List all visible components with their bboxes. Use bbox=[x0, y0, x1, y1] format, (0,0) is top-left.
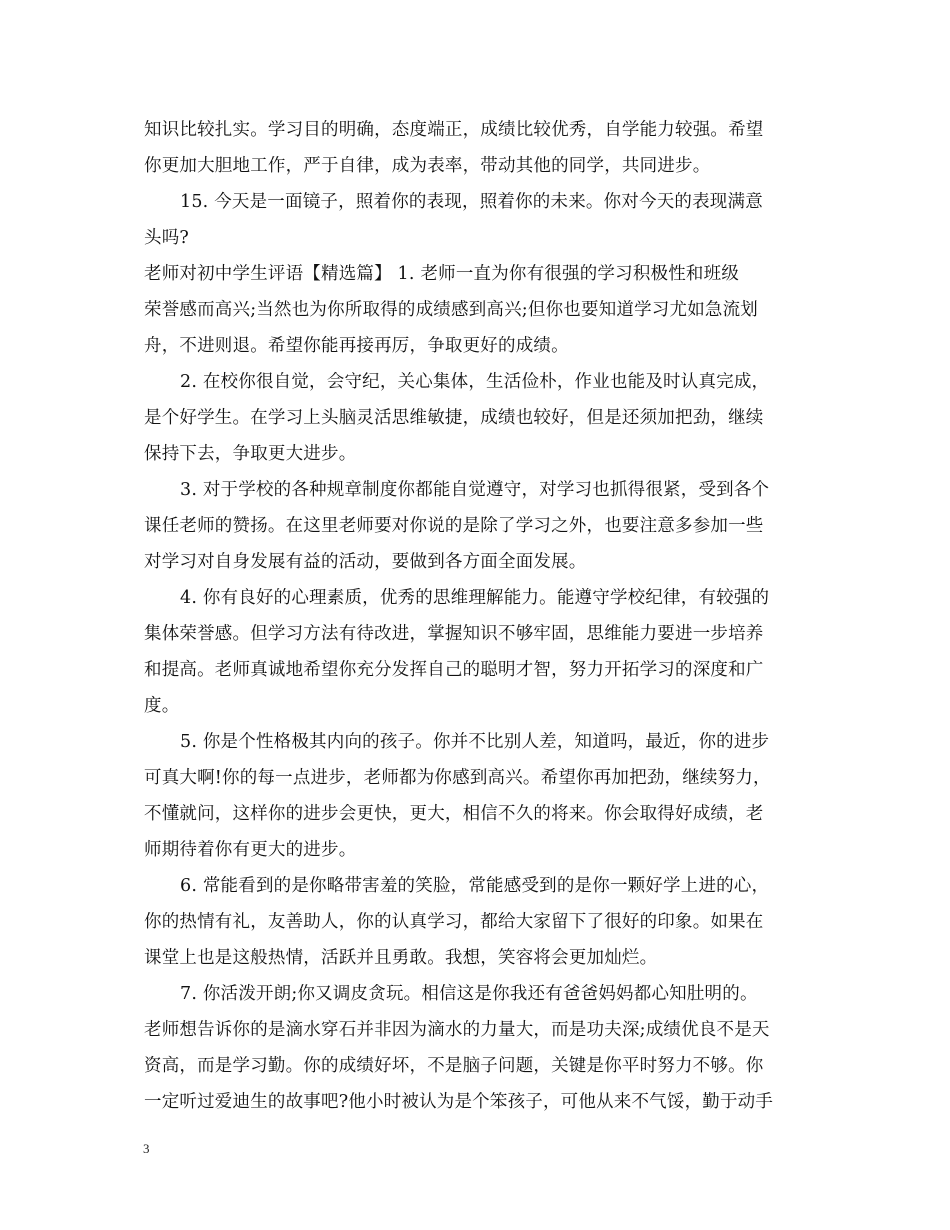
text-line: 6. 常能看到的是你略带害羞的笑脸，常能感受到的是你一颗好学上进的心， bbox=[180, 876, 770, 896]
text-line: 3. 对于学校的各种规章制度你都能自觉遵守，对学习也抓得很紧，受到各个 bbox=[180, 480, 770, 500]
text-line: 5. 你是个性格极其内向的孩子。你并不比别人差，知道吗，最近，你的进步 bbox=[180, 732, 770, 752]
text-line: 4. 你有良好的心理素质，优秀的思维理解能力。能遵守学校纪律，有较强的 bbox=[180, 588, 770, 608]
text-line: 7. 你活泼开朗;你又调皮贪玩。相信这是你我还有爸爸妈妈都心知肚明的。 bbox=[180, 984, 758, 1004]
text-line: 是个好学生。在学习上头脑灵活思维敏捷，成绩也较好，但是还须加把劲，继续 bbox=[144, 408, 764, 428]
text-line: 课堂上也是这般热情，活跃并且勇敢。我想，笑容将会更加灿烂。 bbox=[144, 948, 658, 968]
text-line: 课任老师的赞扬。在这里老师要对你说的是除了学习之外，也要注意多参加一些 bbox=[144, 516, 764, 536]
text-line: 对学习对自身发展有益的活动，要做到各方面全面发展。 bbox=[144, 552, 587, 572]
text-line: 度。 bbox=[144, 696, 180, 716]
text-line: 老师想告诉你的是滴水穿石并非因为滴水的力量大，而是功夫深;成绩优良不是天 bbox=[144, 1020, 770, 1040]
text-line: 知识比较扎实。学习目的明确，态度端正，成绩比较优秀，自学能力较强。希望 bbox=[144, 120, 764, 140]
text-line: 可真大啊!你的每一点进步，老师都为你感到高兴。希望你再加把劲，继续努力， bbox=[144, 768, 771, 788]
text-line: 不懂就问，这样你的进步会更快，更大，相信不久的将来。你会取得好成绩，老 bbox=[144, 804, 764, 824]
text-line: 老师对初中学生评语【精选篇】 1. 老师一直为你有很强的学习积极性和班级 bbox=[144, 264, 740, 284]
text-line: 一定听过爱迪生的故事吧?他小时被认为是个笨孩子，可他从来不气馁，勤于动手 bbox=[144, 1092, 774, 1112]
text-line: 你更加大胆地工作，严于自律，成为表率，带动其他的同学，共同进步。 bbox=[144, 156, 711, 176]
text-line: 保持下去，争取更大进步。 bbox=[144, 444, 357, 464]
page-number: 3 bbox=[143, 1141, 150, 1156]
text-line: 头吗? bbox=[144, 228, 189, 248]
text-line: 15. 今天是一面镜子，照着你的表现，照着你的未来。你对今天的表现满意 bbox=[180, 192, 763, 212]
text-line: 舟，不进则退。希望你能再接再厉，争取更好的成绩。 bbox=[144, 336, 569, 356]
text-line: 你的热情有礼，友善助人，你的认真学习，都给大家留下了很好的印象。如果在 bbox=[144, 912, 764, 932]
text-line: 荣誉感而高兴;当然也为你所取得的成绩感到高兴;但你也要知道学习尤如急流划 bbox=[144, 300, 758, 320]
text-line: 师期待着你有更大的进步。 bbox=[144, 840, 357, 860]
text-line: 资高，而是学习勤。你的成绩好坏，不是脑子问题，关键是你平时努力不够。你 bbox=[144, 1056, 764, 1076]
text-line: 集体荣誉感。但学习方法有待改进，掌握知识不够牢固，思维能力要进一步培养 bbox=[144, 624, 764, 644]
text-line: 和提高。老师真诚地希望你充分发挥自己的聪明才智，努力开拓学习的深度和广 bbox=[144, 660, 764, 680]
text-line: 2. 在校你很自觉，会守纪，关心集体，生活俭朴，作业也能及时认真完成， bbox=[180, 372, 770, 392]
